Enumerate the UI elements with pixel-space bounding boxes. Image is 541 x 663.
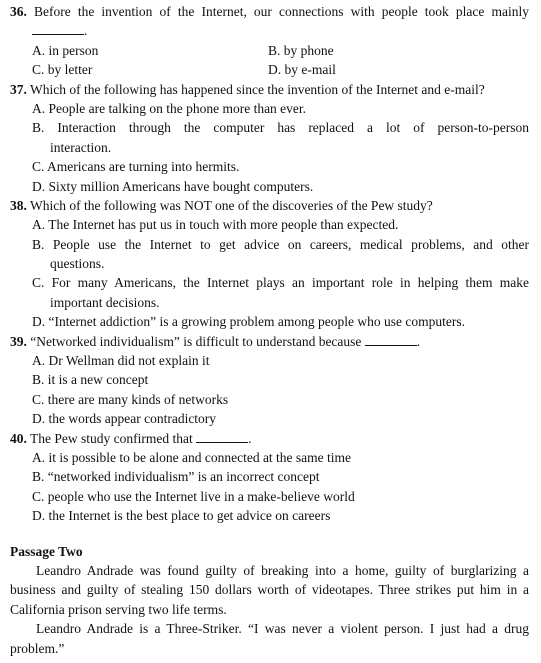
paragraph-line: business and guilty of stealing 150 dollars worth of videotapes. Three strikes put him in a [10, 582, 529, 598]
answer-blank [32, 22, 84, 35]
question-40-stem [10, 429, 529, 448]
option-a[interactable]: A. in person [32, 42, 99, 58]
question-39-stem [10, 332, 529, 351]
option-d[interactable]: D. Sixty million Americans have bought computers. [32, 178, 314, 194]
option-b[interactable]: B. People use the Internet to get advice on careers, medical problems, and other [32, 236, 529, 252]
question-36-options-row-2 [10, 60, 529, 79]
option-a[interactable]: A. Dr Wellman did not explain it [32, 353, 210, 369]
option-d[interactable]: D. by e-mail [268, 62, 336, 78]
question-text: Which of the following was NOT one of the discoveries of the Pew study? [30, 197, 433, 213]
option-b[interactable]: B. Interaction through the computer has replaced a lot of person-to-person [32, 120, 529, 136]
question-number: 40. [10, 430, 27, 446]
option-c[interactable]: C. people who use the Internet live in a make-believe world [32, 488, 355, 504]
option-c-continued: important decisions. [50, 294, 160, 310]
paragraph-line: Leandro Andrade is a Three-Striker. “I was never a violent person. I just had a drug [36, 621, 529, 637]
paragraph-line: Leandro Andrade was found guilty of breaking into a home, guilty of burglarizing a [36, 562, 529, 578]
option-b-continued: questions. [50, 256, 105, 272]
passage-paragraph-2 [10, 619, 529, 658]
question-text: Before the invention of the Internet, our connections with people took place mainly [33, 4, 529, 19]
passage-paragraph-1 [10, 561, 529, 619]
option-b-continued: interaction. [50, 139, 112, 155]
paragraph-line: California prison serving two life terms. [10, 601, 227, 617]
option-d[interactable]: D. the Internet is the best place to get advice on careers [32, 508, 331, 524]
question-number: 39. [10, 333, 27, 349]
option-a[interactable]: A. The Internet has put us in touch with more people than expected. [32, 217, 399, 233]
question-number: 38. [10, 197, 27, 213]
option-b[interactable]: B. by phone [268, 42, 334, 58]
option-a[interactable]: A. People are talking on the phone more than ever. [32, 100, 307, 116]
question-37-stem [10, 80, 529, 99]
option-b[interactable]: B. “networked individualism” is an incorrect concept [32, 469, 320, 485]
answer-blank [365, 333, 417, 346]
answer-blank [196, 430, 248, 443]
question-number: 36. [10, 4, 27, 19]
question-36-options-row-1 [10, 41, 529, 60]
question-text: “Networked individualism” is difficult to understand because [30, 333, 362, 349]
option-c[interactable]: C. For many Americans, the Internet plays an important role in helping them make [32, 275, 529, 291]
question-36-blank-line [10, 21, 529, 40]
question-text: The Pew study confirmed that [30, 430, 193, 446]
option-d[interactable]: D. the words appear contradictory [32, 411, 217, 427]
question-number: 37. [10, 81, 27, 97]
stem-tail: . [248, 430, 252, 446]
paragraph-line: problem.” [10, 640, 65, 656]
stem-tail: . [416, 333, 421, 349]
stem-tail: . [84, 23, 88, 39]
option-d[interactable]: D. “Internet addiction” is a growing problem among people who use computers. [32, 314, 466, 330]
option-c[interactable]: C. there are many kinds of networks [32, 391, 229, 407]
passage-title: Passage Two [10, 543, 83, 559]
question-36-stem [10, 2, 529, 21]
option-c[interactable]: C. by letter [32, 62, 93, 78]
question-text: Which of the following has happened since the invention of the Internet and e-mail? [30, 81, 485, 97]
option-b[interactable]: B. it is a new concept [32, 372, 149, 388]
option-a[interactable]: A. it is possible to be alone and connected at the same time [32, 449, 352, 465]
question-38-stem [10, 196, 529, 215]
option-c[interactable]: C. Americans are turning into hermits. [32, 159, 240, 175]
